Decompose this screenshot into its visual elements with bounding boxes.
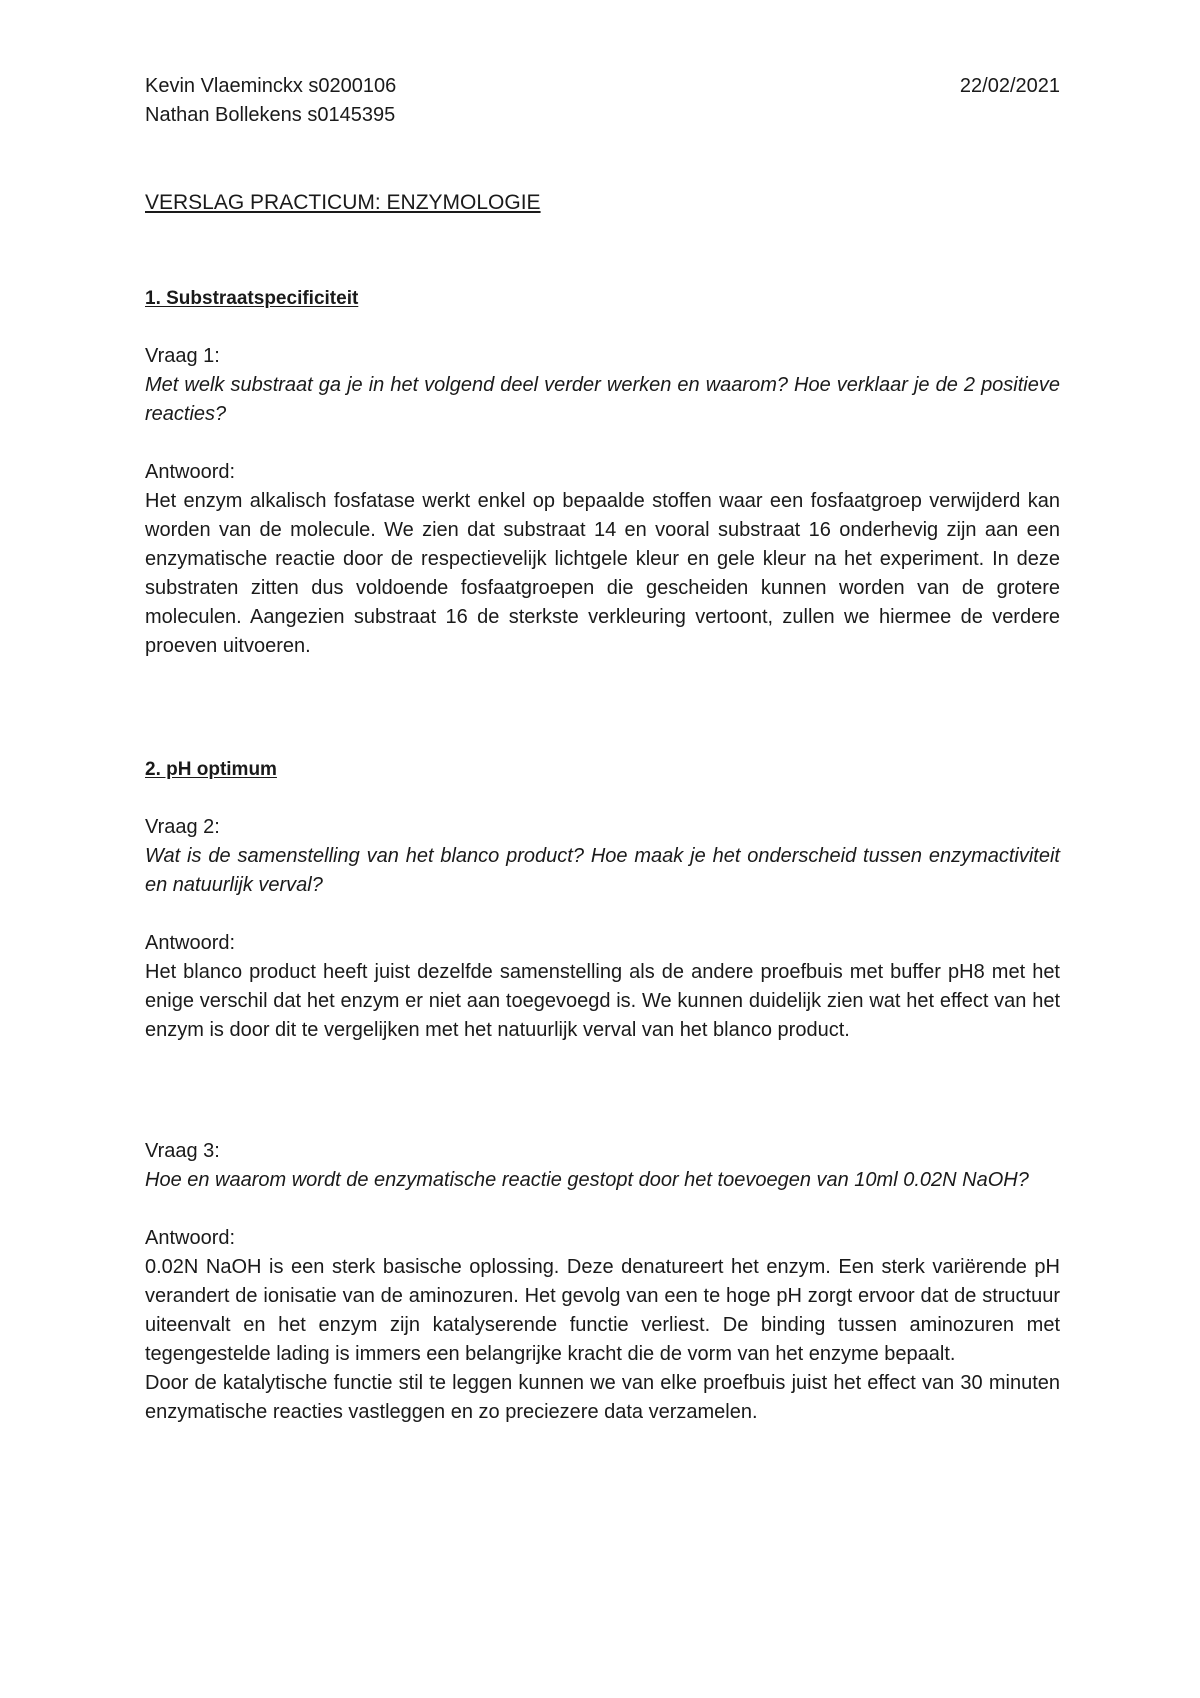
document-title: VERSLAG PRACTICUM: ENZYMOLOGIE	[145, 191, 541, 214]
answer-paragraph: Het blanco product heeft juist dezelfde samenstelling als de andere proefbuis met buffer pH8 met het enige verschil dat het enzym er niet aan toegevoegd is. We kunnen duidelijk zien wat het effect van het enzym is door dit te vergelijken met het natuurlijk verval van het blanco product.	[145, 961, 1060, 1041]
author-1: Kevin Vlaeminckx s0200106	[145, 75, 397, 97]
section-heading: 2. pH optimum	[145, 759, 277, 780]
section-substraatspecificiteit	[145, 285, 1060, 661]
answer-label: Antwoord:	[145, 1227, 236, 1249]
answer-paragraph: Het enzym alkalisch fosfatase werkt enkel op bepaalde stoffen waar een fosfaatgroep verwijderd kan worden van de molecule. We zien dat substraat 14 en vooral substraat 16 onderhevig zijn aan een enzymatische reactie door de respectievelijk lichtgele kleur en gele kleur na het experiment. In deze substraten zitten dus voldoende fosfaatgroepen die gescheiden kunnen worden van de grotere moleculen. Aangezien substraat 16 de sterkste verkleuring vertoont, zullen we hiermee de verdere proeven uitvoeren.	[145, 490, 1060, 657]
answer-paragraph: 0.02N NaOH is een sterk basische oplossing. Deze denatureert het enzym. Een sterk variërende pH verandert de ionisatie van de aminozuren. Het gevolg van een te hoge pH zorgt ervoor dat de structuur uiteenvalt en het enzym zijn katalyserende functie verliest. De binding tussen aminozuren met tegengestelde lading is immers een belangrijke kracht die de vorm van het enzyme bepaalt.	[145, 1256, 1060, 1365]
section-heading: 1. Substraatspecificiteit	[145, 288, 359, 309]
document-header	[145, 72, 1060, 130]
answer-label: Antwoord:	[145, 932, 236, 954]
question-block-3	[145, 1137, 1060, 1427]
section-ph-optimum	[145, 756, 1060, 1045]
question-text: Wat is de samenstelling van het blanco product? Hoe maak je het onderscheid tussen enzymactiviteit en natuurlijk verval?	[145, 845, 1060, 896]
document-date: 22/02/2021	[959, 75, 1060, 97]
question-text: Met welk substraat ga je in het volgend deel verder werken en waarom? Hoe verklaar je de 2 positieve reacties?	[145, 374, 1060, 425]
question-text: Hoe en waarom wordt de enzymatische reactie gestopt door het toevoegen van 10ml 0.02N NaOH?	[145, 1169, 1029, 1191]
question-label: Vraag 2:	[145, 816, 220, 838]
answer-label: Antwoord:	[145, 461, 236, 483]
author-2: Nathan Bollekens s0145395	[145, 104, 396, 126]
question-label: Vraag 1:	[145, 345, 220, 367]
question-label: Vraag 3:	[145, 1140, 220, 1162]
answer-paragraph: Door de katalytische functie stil te leggen kunnen we van elke proefbuis juist het effect van 30 minuten enzymatische reacties vastleggen en zo preciezere data verzamelen.	[145, 1372, 1060, 1423]
